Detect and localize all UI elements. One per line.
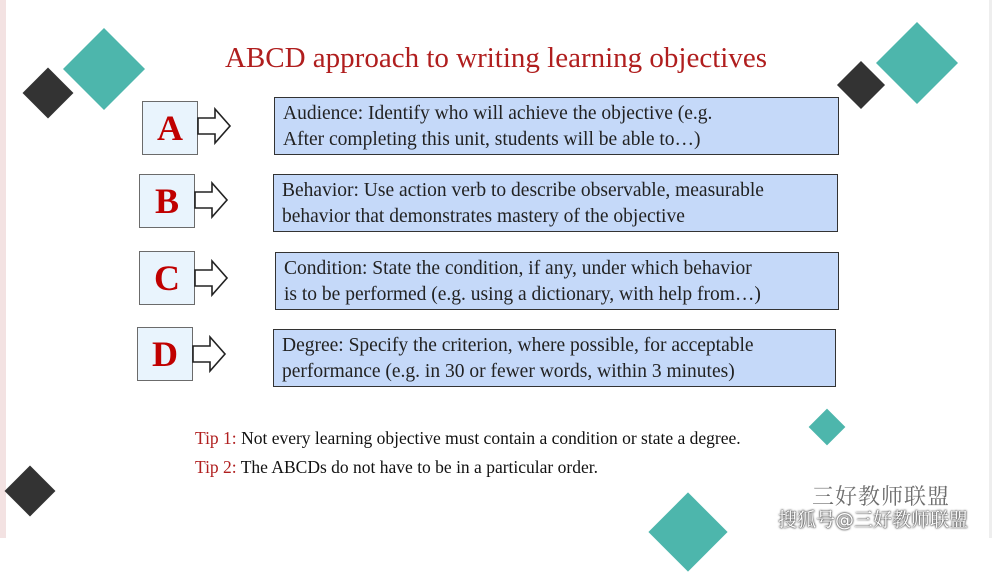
channel-watermark: 三好教师联盟 xyxy=(812,485,951,510)
letter-box-a: A xyxy=(142,101,198,155)
source-watermark: 搜狐号@三好教师联盟 xyxy=(778,509,969,531)
letter-box-d: D xyxy=(137,327,193,381)
definition-line: Condition: State the condition, if any, under which behavior xyxy=(284,258,752,279)
definition-line: Degree: Specify the criterion, where possible, for acceptable xyxy=(282,335,754,356)
definition-line: Audience: Identify who will achieve the objective (e.g. xyxy=(283,103,713,124)
tip-2 xyxy=(195,456,598,478)
teal-diamond-small-right xyxy=(809,409,846,446)
definition-line: performance (e.g. in 30 or fewer words, within 3 minutes) xyxy=(282,361,735,382)
tip-1 xyxy=(195,427,741,449)
arrow-right-icon xyxy=(192,334,232,374)
letter-box-b: B xyxy=(139,174,195,228)
dark-diamond-bottom-left xyxy=(5,466,56,517)
arrow-right-icon xyxy=(194,180,234,220)
definition-box-a xyxy=(274,97,839,155)
arrow-right-icon xyxy=(194,258,234,298)
letter-box-c: C xyxy=(139,251,195,305)
definition-box-c xyxy=(275,252,839,310)
tip-1-label: Tip 1: xyxy=(195,428,237,448)
tip-1-text: Not every learning objective must contain a condition or state a degree. xyxy=(236,428,741,448)
definition-box-d xyxy=(273,329,836,387)
definition-line: is to be performed (e.g. using a dictionary, with help from…) xyxy=(284,284,761,305)
definition-line: After completing this unit, students will be able to…) xyxy=(283,129,701,150)
tip-2-text: The ABCDs do not have to be in a particular order. xyxy=(236,457,598,477)
arrow-right-icon xyxy=(197,106,237,146)
tip-2-label: Tip 2: xyxy=(195,457,237,477)
slide-title: ABCD approach to writing learning objectives xyxy=(224,42,767,74)
definition-line: behavior that demonstrates mastery of the objective xyxy=(282,206,685,227)
slide-edge-left xyxy=(0,0,6,538)
definition-box-b xyxy=(273,174,838,232)
definition-line: Behavior: Use action verb to describe observable, measurable xyxy=(282,180,764,201)
teal-diamond-bottom xyxy=(648,492,727,571)
